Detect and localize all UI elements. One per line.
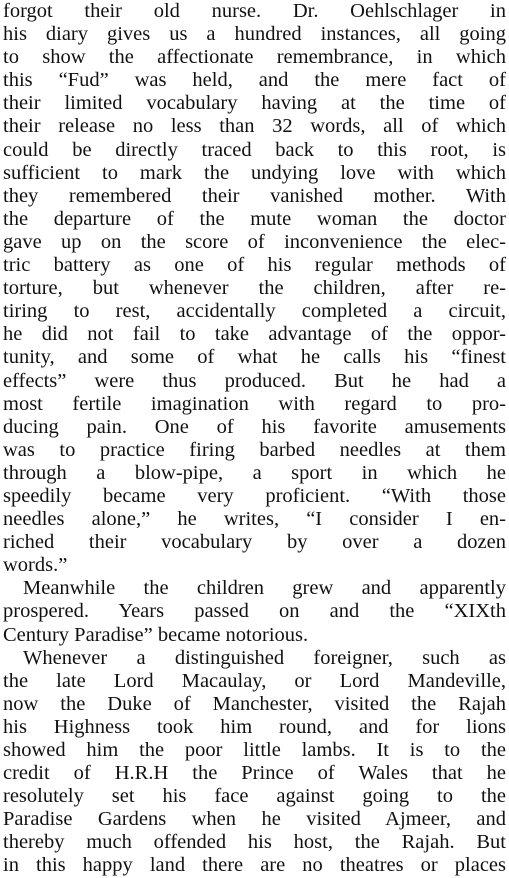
text-line: gave up on the score of inconvenience the elec- [3, 230, 506, 253]
text-line: Meanwhile the children grew and apparently [23, 577, 506, 600]
text-line: tric battery as one of his regular methods of [3, 254, 506, 277]
text-line: to show the affectionate remembrance, in which [3, 46, 506, 69]
text-line: in this happy land there are no theatres or places [3, 854, 506, 877]
text-line: their release no less than 32 words, all of which [3, 115, 506, 138]
text-line: this “Fud” was held, and the mere fact of [3, 69, 506, 92]
text-line: showed him the poor little lambs. It is to the [3, 739, 506, 761]
text-line: his Highness took him round, and for lions [3, 715, 506, 738]
text-line: was to practice firing barbed needles at them [3, 438, 506, 461]
text-line: prospered. Years passed on and the “XIXth [3, 600, 506, 623]
text-line: speedily became very proficient. “With those [3, 484, 506, 507]
paragraph-2 [3, 577, 506, 646]
text-line: they remembered their vanished mother. With [3, 184, 506, 207]
text-line: the late Lord Macaulay, or Lord Mandeville, [3, 669, 506, 692]
text-line: Century Paradise” became notorious. [3, 623, 309, 646]
text-line: through a blow-pipe, a sport in which he [3, 461, 506, 484]
text-line: now the Duke of Manchester, visited the Rajah [3, 692, 506, 715]
text-line: the departure of the mute woman the doctor [3, 207, 506, 230]
text-line: thereby much offended his host, the Rajah. But [3, 831, 506, 854]
text-line: forgot their old nurse. Dr. Oehlschlager in [3, 0, 506, 22]
text-line: he did not fail to take advantage of the oppor- [3, 323, 506, 346]
text-line: sufficient to mark the undying love with which [3, 161, 506, 184]
text-line: effects” were thus produced. But he had a [3, 369, 506, 392]
text-line: Paradise Gardens when he visited Ajmeer, and [3, 808, 506, 831]
text-line: most fertile imagination with regard to pro- [3, 392, 506, 415]
text-line: torture, but whenever the children, after re- [3, 277, 506, 300]
text-line: tunity, and some of what he calls his “finest [3, 346, 506, 369]
text-line: their limited vocabulary having at the time of [3, 92, 506, 115]
paragraph-3 [3, 647, 506, 878]
text-line: needles alone,” he writes, “I consider I en- [3, 508, 506, 531]
text-line: his diary gives us a hundred instances, all going [3, 23, 506, 46]
text-line: Whenever a distinguished foreigner, such as [23, 646, 506, 669]
text-line: riched their vocabulary by over a dozen [3, 531, 506, 554]
text-line: ducing pain. One of his favorite amusements [3, 415, 506, 438]
text-line: credit of H.R.H the Prince of Wales that he [3, 762, 506, 785]
text-line: could be directly traced back to this root, is [3, 138, 506, 161]
text-line: tiring to rest, accidentally completed a circuit, [3, 300, 506, 323]
text-line: words.” [3, 554, 68, 577]
paragraph-1 [3, 0, 506, 577]
text-line: resolutely set his face against going to the [3, 785, 506, 808]
article-text-column [3, 0, 506, 877]
